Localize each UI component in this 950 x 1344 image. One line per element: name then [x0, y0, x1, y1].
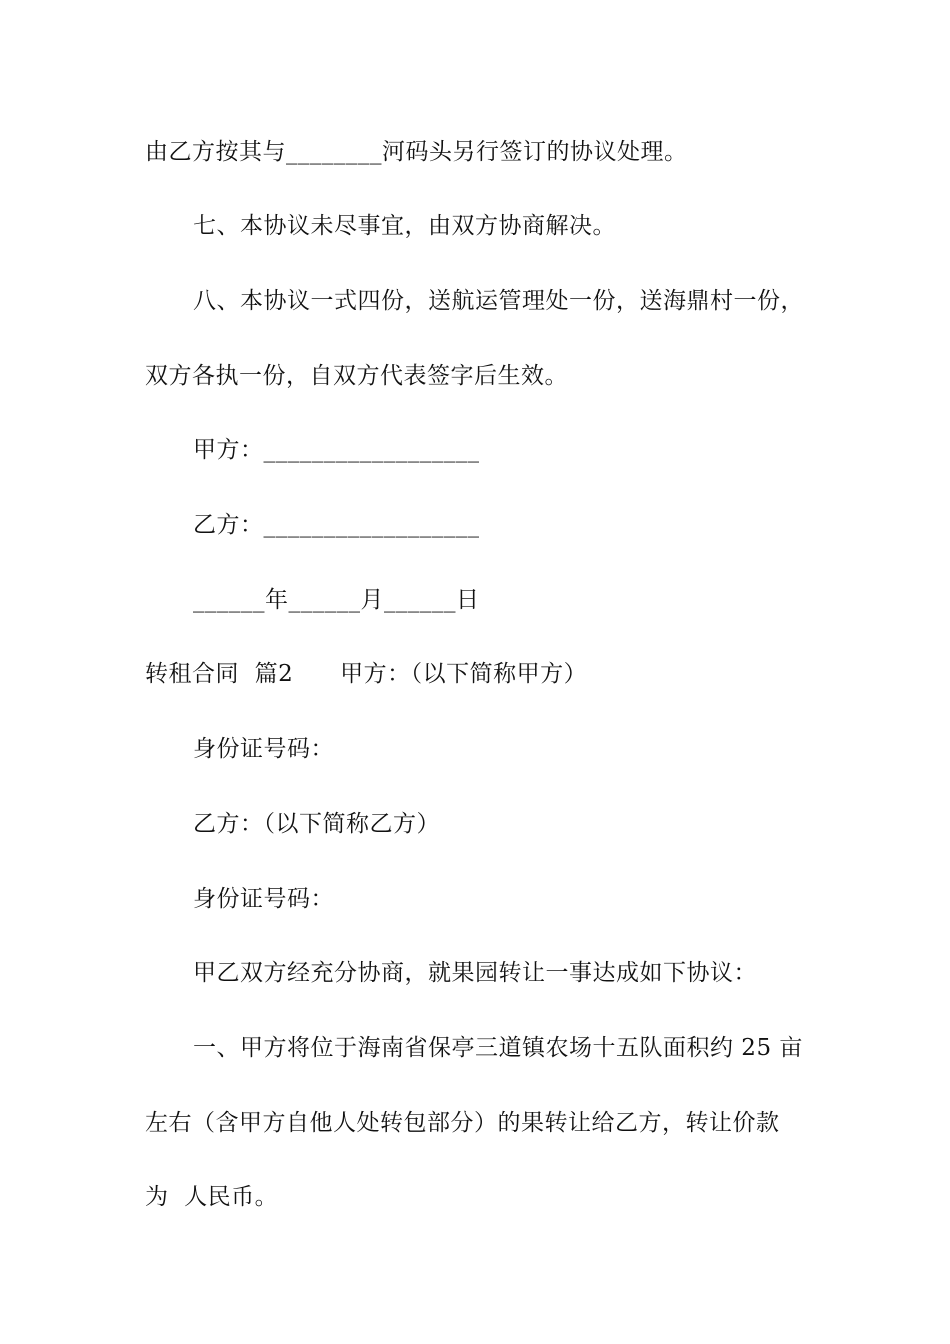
- paragraph-line: 由乙方按其与________河码头另行签订的协议处理。: [145, 139, 688, 165]
- clause-seven: 七、本协议未尽事宜，由双方协商解决。: [193, 213, 616, 239]
- party-a-id-label: 身份证号码：: [193, 736, 334, 762]
- date-line: ______年______月______日: [193, 587, 480, 613]
- party-b-signature-line: 乙方：__________________: [193, 512, 480, 538]
- paragraph-line: 左右（含甲方自他人处转包部分）的果转让给乙方，转让价款: [145, 1110, 780, 1136]
- party-b-id-label: 身份证号码：: [193, 886, 334, 912]
- agreement-intro: 甲乙双方经充分协商，就果园转让一事达成如下协议：: [193, 960, 757, 986]
- paragraph-line: 为 人民币。: [145, 1184, 279, 1210]
- paragraph-line: 双方各执一份，自双方代表签字后生效。: [145, 363, 568, 389]
- section-heading: 转租合同 篇2 甲方：（以下简称甲方）: [145, 661, 588, 687]
- party-b-label: 乙方：（以下简称乙方）: [193, 811, 440, 837]
- clause-eight: 八、本协议一式四份，送航运管理处一份，送海鼎村一份，: [193, 288, 804, 314]
- party-a-signature-line: 甲方：__________________: [193, 437, 480, 463]
- clause-one: 一、甲方将位于海南省保亭三道镇农场十五队面积约 25 亩: [193, 1035, 803, 1061]
